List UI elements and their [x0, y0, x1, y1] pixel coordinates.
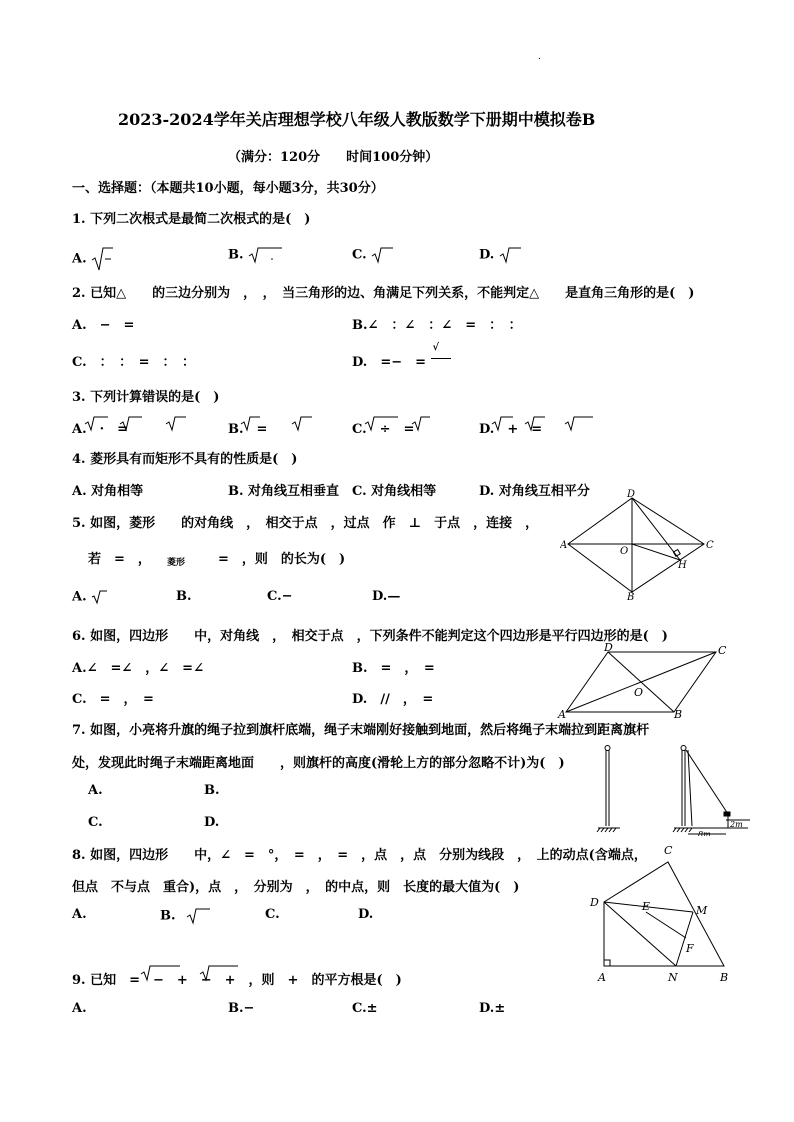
label-b: B: [720, 971, 729, 984]
diagonal-bd: [608, 652, 674, 712]
parallelogram-figure: [556, 640, 736, 718]
question-5-option-a[interactable]: [72, 589, 107, 605]
fraction-bar: [431, 358, 451, 359]
question-5-subscript: 菱形: [167, 558, 186, 568]
segment-dh: [632, 498, 680, 560]
question-8-option-b[interactable]: [160, 907, 210, 925]
question-7-option-a[interactable]: A.: [88, 783, 103, 798]
question-1-option-c[interactable]: [352, 246, 393, 264]
question-4-stem: 4. 菱形具有而矩形不具有的性质是( ): [72, 452, 298, 467]
question-4-option-b[interactable]: B. 对角线互相垂直: [228, 484, 340, 499]
page-subtitle: （满分：120分 时间100分钟）: [228, 150, 439, 165]
question-7-option-c[interactable]: C.: [88, 815, 103, 830]
question-2-stem: 2. 已知△ 的三边分别为 ， ， 当三角形的边、角满足下列关系，不能判定△ 是直角三角形的是( ): [72, 286, 695, 301]
question-9-option-c[interactable]: C.±: [352, 1001, 378, 1016]
question-8-option-c[interactable]: C.: [265, 907, 280, 922]
right-angle-mark: [673, 550, 680, 557]
question-7-line2: 处，发现此时绳子末端距离地面 ，则旗杆的高度(滑轮上方的部分忽略不计)为( ): [72, 756, 565, 771]
question-3-c-radicals: [362, 414, 442, 432]
flagpole-figure: [590, 740, 760, 836]
question-2-option-a[interactable]: A. − =: [72, 318, 135, 333]
hanging-rope: [688, 750, 692, 826]
question-7-stem: 7. 如图，小亮将升旗的绳子拉到旗杆底端，绳子末端刚好接触到地面，然后将绳子末端拉到距离旗杆: [72, 723, 650, 738]
question-8-line2: 但点 不与点 重合)，点 ， 分别为 ， 的中点，则 长度的最大值为( ): [72, 880, 520, 895]
sqrt-icon: [186, 907, 210, 925]
question-8-option-d[interactable]: D.: [358, 907, 374, 922]
option-label: C.: [352, 247, 367, 263]
sqrt-icon: [91, 246, 113, 272]
question-9-radicals: [140, 963, 260, 983]
fraction-sqrt: [431, 342, 451, 366]
option-text: C. ÷ =: [352, 422, 415, 437]
sqrt-icon: [499, 246, 521, 264]
question-3-d-radicals: [489, 414, 599, 432]
question-2-option-b[interactable]: B.∠ ：∠ ：∠ = ： ：: [352, 318, 522, 333]
question-6-option-c[interactable]: C. = ， =: [72, 692, 154, 707]
pulled-rope: [686, 750, 728, 814]
question-3-b-radicals: [238, 414, 318, 432]
question-2-option-c[interactable]: C. ： ： = ： ：: [72, 355, 196, 370]
option-text: B.: [160, 908, 176, 924]
question-1-stem: 1. 下列二次根式是最简二次根式的是( ): [72, 212, 311, 227]
question-4-option-d[interactable]: D. 对角线互相平分: [479, 484, 590, 499]
option-label: D. =− =: [352, 355, 427, 370]
label-a: A: [598, 971, 606, 984]
segment-nm: [676, 912, 693, 966]
question-2-option-d[interactable]: [352, 342, 451, 370]
label-o: O: [620, 546, 629, 557]
question-6-option-d[interactable]: D. // ， =: [352, 692, 434, 707]
question-9-option-a[interactable]: A.: [72, 1001, 87, 1016]
label-h: H: [678, 560, 687, 571]
label-f: F: [686, 942, 694, 955]
question-6-option-a[interactable]: A.∠ =∠ ，∠ =∠: [72, 661, 204, 676]
label-d: D: [604, 641, 613, 654]
label-c: C: [706, 540, 714, 551]
question-7-option-d[interactable]: D.: [204, 815, 220, 830]
left-pulley-icon: [605, 746, 610, 751]
question-1-option-a[interactable]: [72, 246, 113, 272]
quadrilateral-figure: [588, 826, 758, 986]
question-5-option-b[interactable]: B.: [176, 589, 192, 604]
label-e: E: [642, 900, 651, 913]
distance-label: 8m: [698, 830, 711, 836]
option-text: A. · =: [72, 422, 129, 437]
question-7-option-b[interactable]: B.: [204, 783, 220, 798]
segment-dn: [604, 902, 676, 966]
question-5-line2-text: 若 = ，: [88, 552, 151, 567]
rhombus-figure: [560, 488, 730, 600]
right-pulley-icon: [681, 746, 686, 751]
sqrt-glyph: √: [432, 342, 440, 353]
question-5-option-d[interactable]: D.—: [372, 589, 401, 604]
label-o: O: [634, 686, 644, 699]
option-label: A.: [72, 251, 87, 267]
option-text: A.: [72, 589, 87, 605]
label-d: D: [590, 896, 599, 909]
question-9-option-b[interactable]: B.−: [228, 1001, 255, 1016]
question-8-option-a[interactable]: A.: [72, 907, 87, 922]
rope-end-weight: [724, 812, 730, 816]
sqrt-icon: [371, 246, 393, 264]
label-c: C: [664, 844, 673, 857]
option-text: D. + =: [479, 422, 543, 437]
question-6-option-b[interactable]: B. = ， =: [352, 661, 435, 676]
label-b: B: [674, 708, 683, 718]
question-6-stem: 6. 如图，四边形 中，对角线 ， 相交于点 ，下列条件不能判定这个四边形是平行四边形的是( ): [72, 629, 668, 644]
label-c: C: [718, 644, 727, 657]
question-8-stem: 8. 如图，四边形 中，∠ = °， = ， = ，点 ，点 分别为线段 ， 上的动点(含端点，: [72, 848, 647, 863]
question-5-option-c[interactable]: C.−: [267, 589, 293, 604]
section-heading: 一、选择题：（本题共10小题，每小题3分，共30分）: [72, 181, 384, 196]
question-5-line2: [88, 548, 151, 567]
question-3-a-radicals: [82, 414, 192, 432]
sqrt-icon: [91, 589, 107, 605]
question-5-line2b: = ，则 的长为( ): [218, 552, 346, 567]
option-label: D.: [479, 247, 495, 263]
segment-ef: [646, 912, 686, 938]
question-9-stem: 9. 已知 = − + − + ，则 + 的平方根是( ): [72, 973, 402, 988]
label-a: A: [560, 540, 568, 551]
label-m: M: [696, 904, 708, 917]
height-label: 2m: [730, 820, 743, 829]
label-b: B: [627, 592, 635, 600]
label-d: D: [627, 489, 636, 500]
decorative-dot: .: [538, 52, 541, 62]
question-9-option-d[interactable]: D.±: [479, 1001, 506, 1016]
question-1-option-d[interactable]: [479, 246, 521, 264]
question-1-option-b[interactable]: [228, 246, 282, 264]
question-4-option-c[interactable]: C. 对角线相等: [352, 484, 437, 499]
right-angle-mark: [604, 960, 610, 966]
option-label: B.: [228, 247, 244, 263]
page-title: 2023-2024学年关店理想学校八年级人教版数学下册期中模拟卷B: [118, 110, 596, 129]
sqrt-icon: [248, 246, 282, 264]
question-5-stem: 5. 如图，菱形 的对角线 ， 相交于点 ，过点 作 ⊥ 于点 ，连接 ，: [72, 516, 539, 531]
question-3-stem: 3. 下列计算错误的是( ): [72, 390, 220, 405]
segment-oh: [632, 544, 680, 560]
question-4-option-a[interactable]: A. 对角相等: [72, 484, 144, 499]
label-n: N: [668, 971, 678, 984]
option-text: B. =: [228, 422, 281, 437]
label-a: A: [558, 708, 566, 718]
